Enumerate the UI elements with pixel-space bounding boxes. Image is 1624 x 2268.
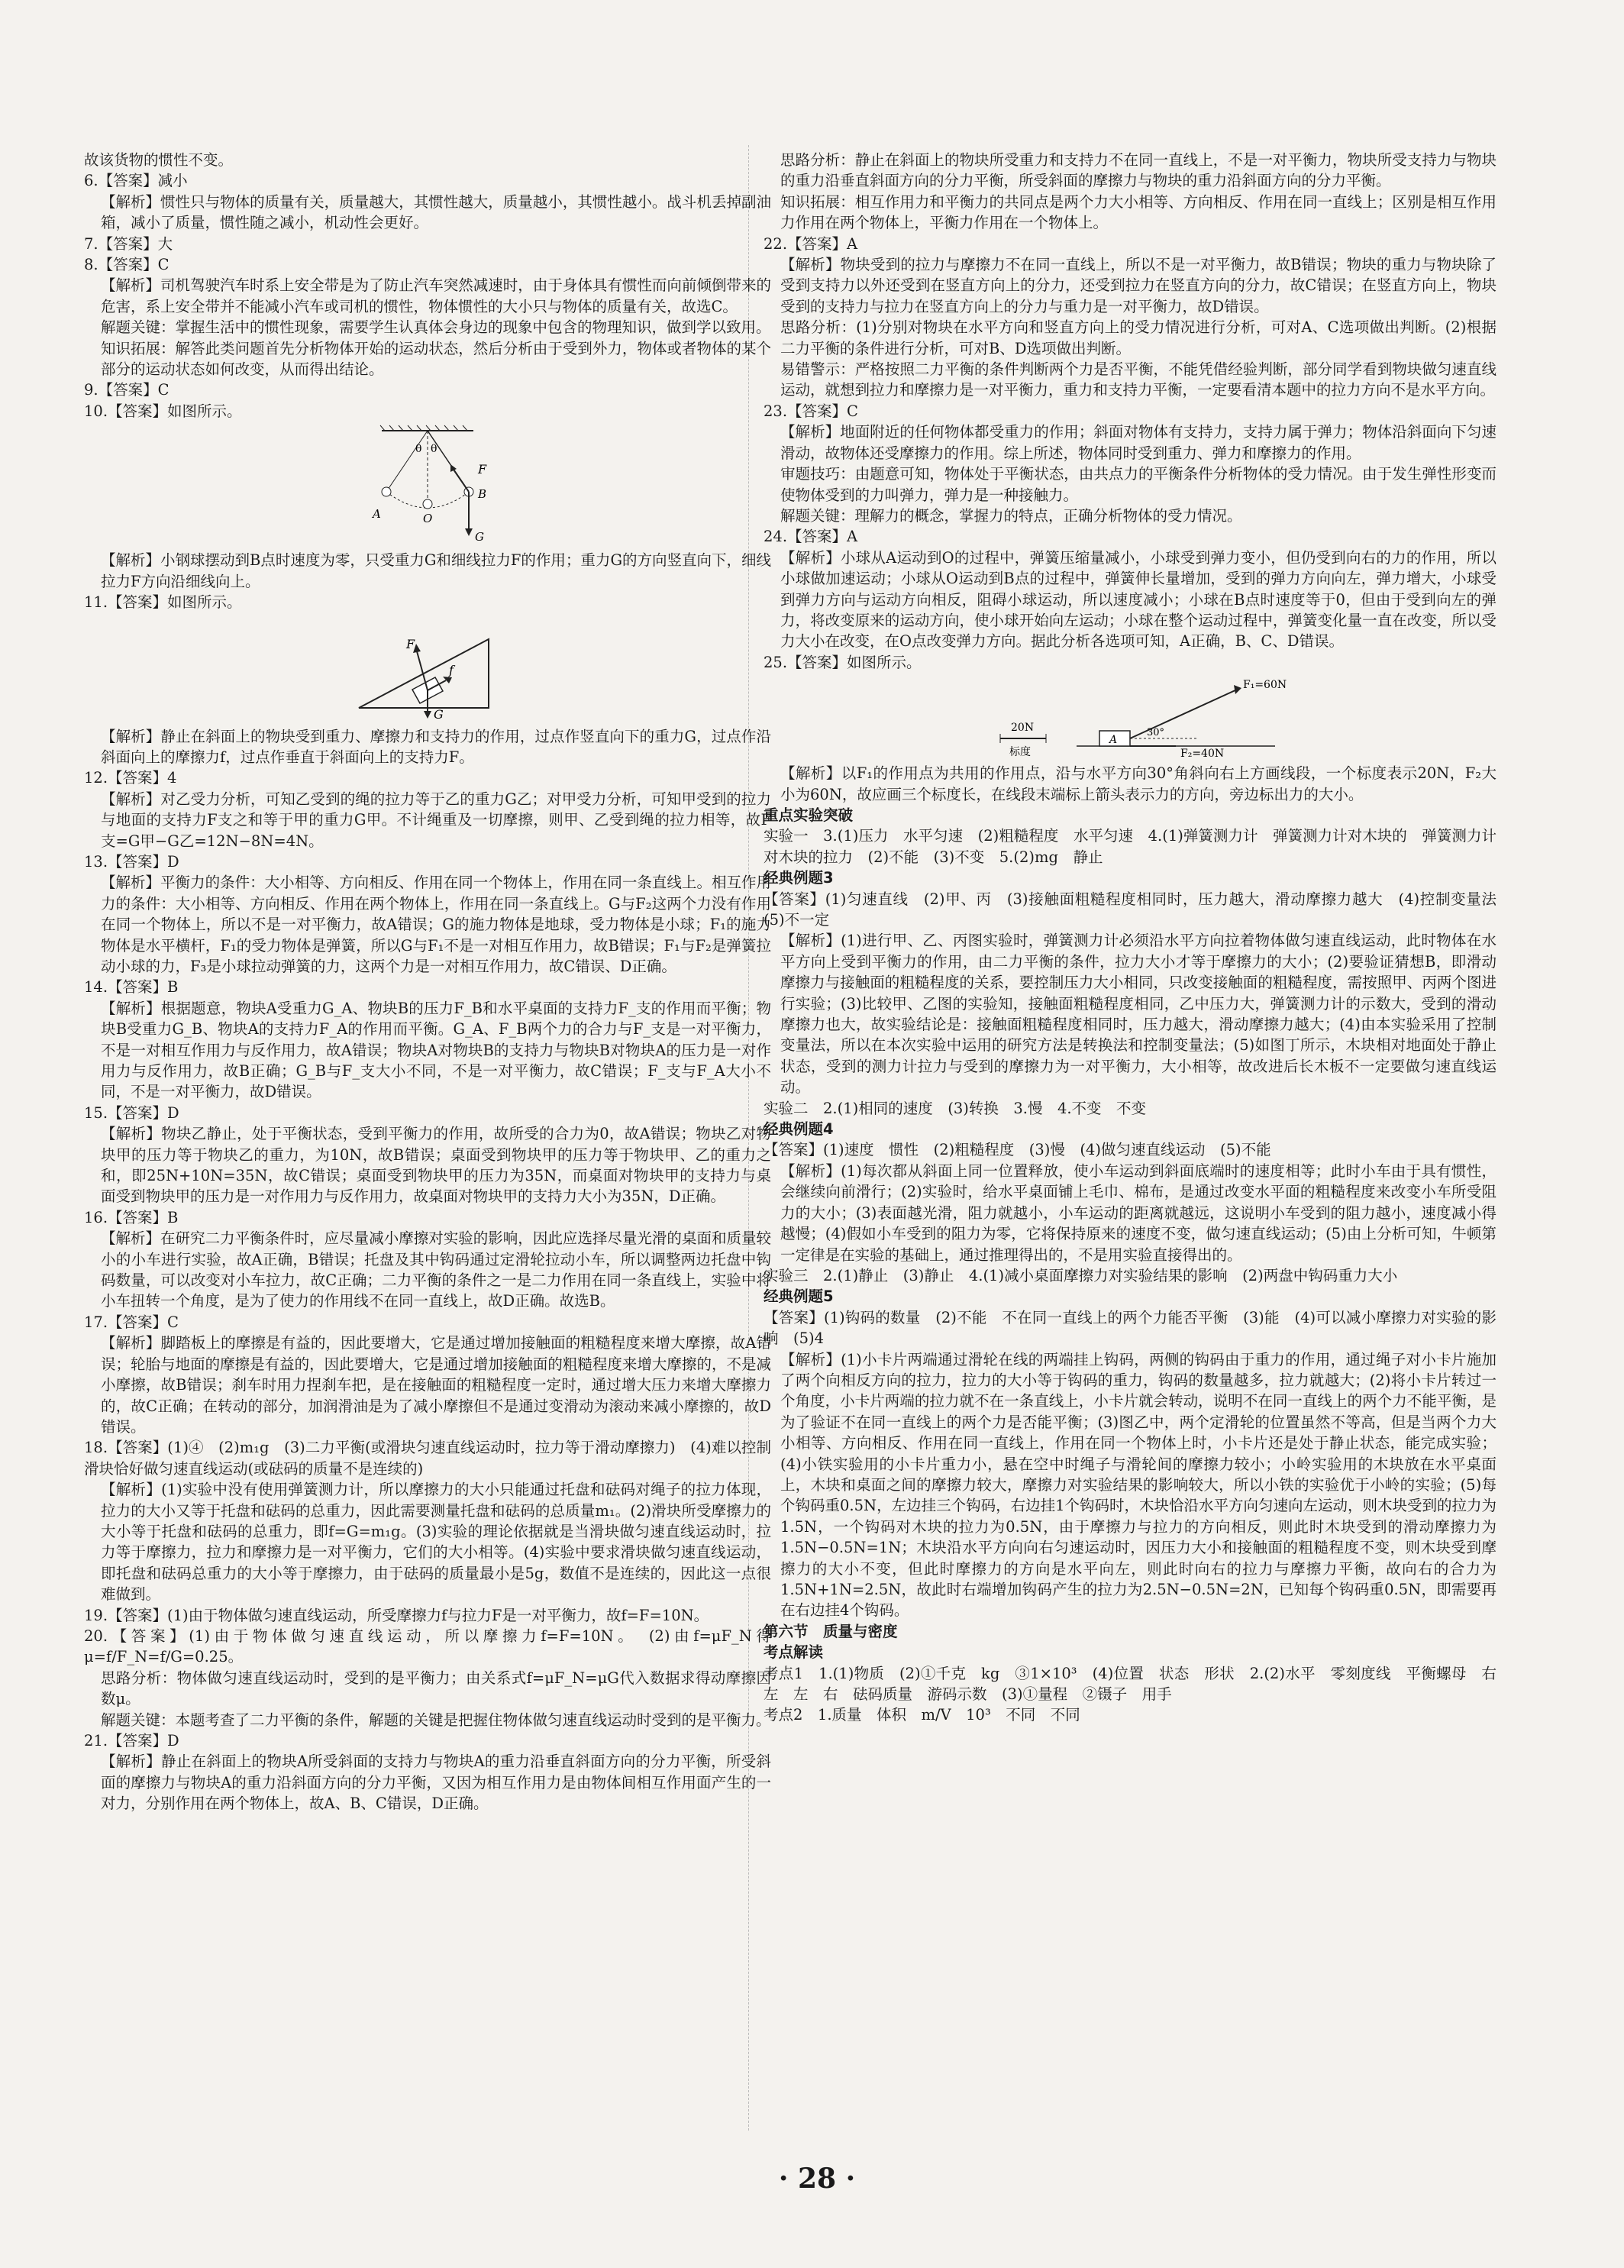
text-line: 15.【答案】D <box>84 1103 179 1122</box>
text-line: 【解析】司机驾驶汽车时系上安全带是为了防止汽车突然减速时，由于身体具有惯性而向前倾倒带来的危害，系上安全带并不能减小汽车或司机的惯性，物体惯性的大小只与物体的质量有关，故选C。 <box>101 276 771 315</box>
text-line: 23.【答案】C <box>764 402 858 420</box>
text-line: 25.【答案】如图所示。 <box>764 653 922 671</box>
point-a-label: A <box>373 507 381 522</box>
theta-label: θ <box>415 443 422 456</box>
block-a-label: A <box>1109 734 1118 747</box>
text-line: 【答案】(1)匀速直线 (2)甲、丙 (3)接触面粗糙程度相同时，压力越大，滑动摩擦力越大 (4)控制变量法 (5)不一定 <box>764 890 1512 929</box>
left-column <box>84 150 771 1814</box>
text-line: 【解析】对乙受力分析，可知乙受到的绳的拉力等于乙的重力G乙；对甲受力分析，可知甲受到的拉力与地面的支持力F支之和等于甲的重力G甲。不计绳重及一切摩擦，则甲、乙受到绳的拉力相等，故F支=G甲−G乙=12N−8N=4N。 <box>101 790 771 850</box>
text-line: 22.【答案】A <box>764 234 858 253</box>
force-f-label: F <box>406 636 415 651</box>
text-line: 实验二 2.(1)相同的速度 (3)转换 3.慢 4.不变 不变 <box>764 1099 1147 1117</box>
text-line: 经典例题3 <box>764 869 834 887</box>
text-line: 【解析】(1)每次都从斜面上同一位置释放，使小车运动到斜面底端时的速度相等；此时小车由于具有惯性，会继续向前滑行；(2)实验时，给水平桌面铺上毛巾、棉布，是通过改变水平面的粗糙程度来改变小车所受阻力的大小；(3)表面越光滑，阻力就越小，小车运动的距离就越远，这说明小车受到的阻力越小，速度减小得越慢；(4)假如小车受到的阻力为零，它将保持原来的速度不变，做匀速直线运动；(5)由上分析可知，牛顿第一定律是在实验的基础上，通过推理得出的，不是用实验直接得出的。 <box>780 1161 1496 1264</box>
incline-figure <box>336 616 519 723</box>
friction-f-label: f <box>449 662 454 677</box>
gravity-g-label: G <box>434 706 444 722</box>
text-line: 12.【答案】4 <box>84 769 177 787</box>
force-f2-label: F₂=40N <box>1180 748 1225 761</box>
text-line: 解题关键：本题考查了二力平衡的条件，解题的关键是把握住物体做匀速直线运动时受到的是平衡力。 <box>101 1711 771 1729</box>
text-line: 【解析】物块乙静止，处于平衡状态，受到平衡力的作用，故所受的合力为0，故A错误；物块乙对物块甲的压力等于物块乙的重力，为10N，故B错误；桌面受到物块甲的压力等于物块甲、乙的重力之和，即25N+10N=35N，故C错误；桌面受到物块甲的压力为35N，而桌面对物块甲的支持力与桌面受到物块甲的压力是一对作用力与反作用力，故桌面对物块甲的支持力大小为35N，D正确。 <box>101 1125 771 1206</box>
text-line: 20.【答案】(1)由于物体做匀速直线运动，所以摩擦力f=F=10N。 (2)由f=μF_N得μ=f/F_N=f/G=0.25。 <box>84 1627 771 1666</box>
text-line: 14.【答案】B <box>84 978 179 997</box>
text-line: 【解析】(1)小卡片两端通过滑轮在线的两端挂上钩码，两侧的钩码由于重力的作用，通过绳子对小卡片施加了两个向相反方向的拉力，拉力的大小等于钩码的重力，钩码的数量越多，拉力就越大；(2)将小卡片转过一个角度，小卡片两端的拉力就不在一条直线上，小卡片就会转动，说明不在同一直线上的两个力不能平衡，是为了验证不在同一直线上的两个力是否能平衡；(3)图乙中，两个定滑轮的位置虽然不等高，但是当两个力大小相等、方向相反、作用在同一直线上，作用在同一个物体上时，小卡片还是处于静止状态，能完成实验；(4)小铁实验用的小卡片重力小，悬在空中时绳子与滑轮间的摩擦力较小；小岭实验用的木块放在水平桌面上，木块和桌面之间的摩擦力较大，摩擦力对实验结果的影响较大，所以小铁的实验优于小岭的实验；(5)每个钩码重0.5N，左边挂三个钩码，右边挂1个钩码时，木块恰沿水平方向匀速向左运动，则木块受到的拉力为1.5N，一个钩码对木块的拉力为0.5N，由于摩擦力与拉力的方向相反，则此时木块受到的滑动摩擦力为1.5N−0.5N=1N；木块沿水平方向向右匀速运动时，因压力大小和接触面的粗糙程度不变，则木块受到摩擦力的大小不变，但此时摩擦力的方向是水平向左，则此时向右的拉力与摩擦力平衡，故向右的合力为1.5N+1N=2.5N，故此时右端增加钩码产生的拉力为2.5N−0.5N=2N，已知每个钩码重0.5N，即需要再在右边挂4个钩码。 <box>780 1350 1496 1620</box>
text-line: 8.【答案】C <box>84 256 170 274</box>
text-line: 解题关键：理解力的概念，掌握力的特点，正确分析物体的受力情况。 <box>780 506 1242 525</box>
text-line: 13.【答案】D <box>84 852 179 871</box>
force-f1-label: F₁=60N <box>1243 679 1287 692</box>
text-line: 实验三 2.(1)静止 (3)静止 4.(1)减小桌面摩擦力对实验结果的影响 (2)两盘中钩码重力大小 <box>764 1266 1398 1284</box>
text-line: 【解析】在研究二力平衡条件时，应尽量减小摩擦对实验的影响，因此应选择尽量光滑的桌面和质量较小的小车进行实验，故A正确，B错误；托盘及其中钩码通过定滑轮拉动小车，所以调整两边托盘中钩码数量，可以改变对小车拉力，故C正确；二力平衡的条件之一是二力作用在同一条直线上，实验中将小车扭转一个角度，是为了使力的作用线不在同一直线上，故D正确。故选B。 <box>101 1229 771 1310</box>
text-line: 16.【答案】B <box>84 1208 179 1226</box>
text-line: 24.【答案】A <box>764 528 858 546</box>
text-line: 知识拓展：解答此类问题首先分析物体开始的运动状态，然后分析由于受到外力，物体或者物体的某个部分的运动状态如何改变，从而得出结论。 <box>101 339 771 379</box>
text-line: 经典例题4 <box>764 1120 834 1139</box>
text-line: 实验一 3.(1)压力 水平匀速 (2)粗糙程度 水平匀速 4.(1)弹簧测力计 弹簧测力计对木块的 弹簧测力计对木块的拉力 (2)不能 (3)不变 5.(2)mg 静止 <box>764 827 1496 866</box>
text-line: 18.【答案】(1)④ (2)m₁g (3)二力平衡(或滑块匀速直线运动时，拉力等于滑动摩擦力) (4)难以控制滑块恰好做匀速直线运动(或砝码的质量不是连续的) <box>84 1439 771 1478</box>
text-line: 经典例题5 <box>764 1287 834 1306</box>
section-title: 第六节 质量与密度 <box>764 1622 898 1640</box>
text-line: 考点2 1.质量 体积 m/V 10³ 不同 不同 <box>764 1706 1080 1724</box>
text-line: 解题关键：掌握生活中的惯性现象，需要学生认真体会身边的现象中包含的物理知识，做到学以致用。 <box>101 318 771 337</box>
text-line: 【解析】小钢球摆动到B点时速度为零，只受重力G和细线拉力F的作用；重力G的方向竖直向下，细线拉力F方向沿细线向上。 <box>101 551 772 590</box>
text-line: 【解析】小球从A运动到O的过程中，弹簧压缩量减小，小球受到弹力变小，但仍受到向右的力的作用，所以小球做加速运动；小球从O运动到B点的过程中，弹簧伸长量增加，受到的弹力方向向左，弹力增大，小球受到弹力方向与运动方向相反，阻碍小球运动，所以速度减小；小球在B点时速度等于0，但由于受到向左的弹力，将改变原来的运动方向，使小球开始向左运动；小球在整个运动过程中，弹簧变化量一直在改变，所以受力大小在改变，在O点改变弹力方向。据此分析各选项可知，A正确，B、C、D错误。 <box>780 548 1496 651</box>
text-line: 审题技巧：由题意可知，物体处于平衡状态，由共点力的平衡条件分析物体的受力情况。由于发生弹性形变而使物体受到的力叫弹力，弹力是一种接触力。 <box>780 465 1496 504</box>
text-line: 【解析】(1)进行甲、乙、丙图实验时，弹簧测力计必须沿水平方向拉着物体做匀速直线运动，此时物体在水平方向上受到平衡力的作用，由二力平衡的条件，拉力大小才等于摩擦力的大小；(2)要验证猜想B，即滑动摩擦力与接触面的粗糙程度的关系，要控制压力大小相同，只改变接触面的粗糙程度，需按照甲、丙两个图进行实验；(3)比较甲、乙图的实验知，接触面粗糙程度相同，乙中压力大，弹簧测力计的示数大，受到的滑动摩擦力也大，故实验结论是：接触面粗糙程度相同时，压力越大，滑动摩擦力越大；(4)由本实验采用了控制变量法，所以在本次实验中运用的研究方法是转换法和控制变量法；(5)如图丁所示，木块相对地面处于静止状态，受到的测力计拉力与受到的摩擦力为一对平衡力，大小相等，故改进后长木板不一定要做匀速直线运动。 <box>780 932 1496 1097</box>
text-line: 思路分析：物体做匀速直线运动时，受到的是平衡力；由关系式f=μF_N=μG代入数据求得动摩擦因数μ。 <box>101 1669 771 1708</box>
text-line: 考点1 1.(1)物质 (2)①千克 kg ③1×10³ (4)位置 状态 形状 2.(2)水平 零刻度线 平衡螺母 右 左 左 右 砝码质量 游码示数 (3)①量程 ②镊子 用手 <box>764 1664 1512 1704</box>
text-line: 【解析】地面附近的任何物体都受重力的作用；斜面对物体有支持力，支持力属于弹力；物体沿斜面向下匀速滑动，故物体还受摩擦力的作用。综上所述，物体同时受到重力、弹力和摩擦力的作用。 <box>780 423 1496 462</box>
scale-value-label: 20N <box>1011 722 1035 735</box>
text-line: 【答案】(1)钩码的数量 (2)不能 不在同一直线上的两个力能否平衡 (3)能 (4)可以减小摩擦力对实验的影响 (5)4 <box>764 1308 1496 1348</box>
scale-label: 标度 <box>1009 746 1031 759</box>
text-line: 【解析】根据题意，物块A受重力G_A、物块B的压力F_B和水平桌面的支持力F_支的作用而平衡；物块B受重力G_B、物块A的支持力F_A的作用而平衡。G_A、F_B两个力的合力与F_支是一对平衡力，不是一对相互作用力与反作用力，故A错误；物块A对物块B的支持力与物块B对物块A的压力是一对作用力与反作用力，故B正确；G_B与F_支大小不同，不是一对平衡力，故C错误；F_支与F_A大小不同，不是一对平衡力，故D错误。 <box>101 999 771 1101</box>
text-line: 【解析】(1)实验中没有使用弹簧测力计，所以摩擦力的大小只能通过托盘和砝码对绳子的拉力体现，拉力的大小又等于托盘和砝码的总重力，因此需要测量托盘和砝码的总质量m₁。(2)滑块所受摩擦力的大小等于托盘和砝码的总重力，即f=G=m₁g。(3)实验的理论依据就是当滑块做匀速直线运动时，拉力等于摩擦力，拉力和摩擦力是一对平衡力，它们的大小相等。(4)实验中要求滑块做匀速直线运动，即托盘和砝码总重力的大小等于摩擦力，由于砝码的质量最小是5g，数值不是连续的，因此这一点很难做到。 <box>101 1481 771 1604</box>
text-line: 思路分析：静止在斜面上的物块所受重力和支持力不在同一直线上，不是一对平衡力，物块所受支持力与物块的重力沿垂直斜面方向的分力平衡，所受斜面的摩擦力与物块的重力沿斜面方向的分力平衡。 <box>780 151 1496 190</box>
theta-label: θ <box>431 443 437 456</box>
text-line: 【解析】脚踏板上的摩擦是有益的，因此要增大，它是通过增加接触面的粗糙程度来增大摩擦，故A错误；轮胎与地面的摩擦是有益的，因此要增大，它是通过增加接触面的粗糙程度来增大摩擦的，不是减小摩擦，故B错误；刹车时用力捏刹车把，是在接触面的粗糙程度一定时，通过增大压力来增大摩擦力的，故C正确；在转动的部分，加润滑油是为了减小摩擦但不是通过变滑动为滚动来减小摩擦的，故D错误。 <box>101 1334 771 1436</box>
text-line: 10.【答案】如图所示。 <box>84 402 242 420</box>
text-line: 19.【答案】(1)由于物体做匀速直线运动，所受摩擦力f与拉力F是一对平衡力，故f=F=10N。 <box>84 1606 709 1624</box>
text-line: 【解析】静止在斜面上的物块受到重力、摩擦力和支持力的作用，过点作竖直向下的重力G，过点作沿斜面向上的摩擦力f，过点作垂直于斜面向上的支持力F。 <box>101 727 771 766</box>
text-line: 易错警示：严格按照二力平衡的条件判断两个力是否平衡，不能凭借经验判断，部分同学看到物块做匀速直线运动，就想到拉力和摩擦力是一对平衡力，重力和支持力平衡，一定要看清本题中的拉力方向不是水平方向。 <box>780 360 1496 399</box>
text-line: 21.【答案】D <box>84 1732 179 1749</box>
text-line: 【解析】平衡力的条件：大小相等、方向相反、作用在同一个物体上，作用在同一条直线上。相互作用力的条件：大小相等、方向相反、作用在两个物体上，作用在同一条直线上。G与F₂这两个力没有作用在同一个物体上，所以不是一对平衡力，故A错误；G的施力物体是地球，受力物体是小球；F₁的施力物体是水平横杆，F₁的受力物体是弹簧，所以G与F₁不是一对相互作用力，故B错误；F₁与F₂是弹簧拉动小球的力，F₃是小球拉动弹簧的力，这两个力是一对相互作用力，故C错误、D正确。 <box>101 874 771 975</box>
text-line: 【解析】以F₁的作用点为共用的作用点，沿与水平方向30°角斜向右上方画线段，一个标度表示20N，F₂大小为60N，故应画三个标度长，在线段末端标上箭头表示力的方向，旁边标出力的大小。 <box>780 764 1496 803</box>
text-line: 17.【答案】C <box>84 1313 179 1331</box>
point-o-label: O <box>423 512 433 526</box>
page-number: · 28 · <box>778 2163 856 2195</box>
text-line: 【解析】惯性只与物体的质量有关，质量越大，其惯性越大，质量越小，其惯性越小。战斗机丢掉副油箱，减小了质量，惯性随之减小，机动性会更好。 <box>101 192 771 232</box>
force-f-label: F <box>478 462 487 477</box>
section-title: 重点实验突破 <box>764 806 854 824</box>
section-title: 考点解读 <box>764 1643 824 1662</box>
force-diagram-25 <box>970 676 1290 760</box>
text-line: 思路分析：(1)分别对物块在水平方向和竖直方向上的受力情况进行分析，可对A、C选项做出判断。(2)根据二力平衡的条件进行分析，可对B、D选项做出判断。 <box>780 318 1496 357</box>
right-column <box>764 150 1512 1726</box>
text-line: 【解析】物块受到的拉力与摩擦力不在同一直线上，所以不是一对平衡力，故B错误；物块的重力与物块除了受到支持力以外还受到在竖直方向上的分力，还受到拉力在竖直方向的分力，故C错误；在竖直方向上，物块受到的支持力与拉力在竖直方向上的分力与重力是一对平衡力，故D错误。 <box>780 256 1496 315</box>
gravity-g-label: G <box>475 530 484 544</box>
point-b-label: B <box>478 487 487 502</box>
angle-label: 30° <box>1147 727 1165 739</box>
text-line: 7.【答案】大 <box>84 234 173 253</box>
text-line: 知识拓展：相互作用力和平衡力的共同点是两个力大小相等、方向相反、作用在同一直线上；区别是相互作用力作用在两个物体上，平衡力作用在一个物体上。 <box>780 192 1496 232</box>
text-line: 9.【答案】C <box>84 381 170 399</box>
text-line: 故该货物的惯性不变。 <box>84 151 234 169</box>
pendulum-figure <box>336 425 519 547</box>
text-line: 【解析】静止在斜面上的物块A所受斜面的支持力与物块A的重力沿垂直斜面方向的分力平衡，所受斜面的摩擦力与物块A的重力沿斜面方向的分力平衡，又因为相互作用力是由物体间相互作用面产生的一对力，分别作用在两个物体上，故A、B、C错误，D正确。 <box>101 1753 771 1813</box>
text-line: 11.【答案】如图所示。 <box>84 593 242 612</box>
text-line: 6.【答案】减小 <box>84 172 188 190</box>
text-line: 【答案】(1)速度 惯性 (2)粗糙程度 (3)慢 (4)做匀速直线运动 (5)不能 <box>764 1141 1271 1159</box>
